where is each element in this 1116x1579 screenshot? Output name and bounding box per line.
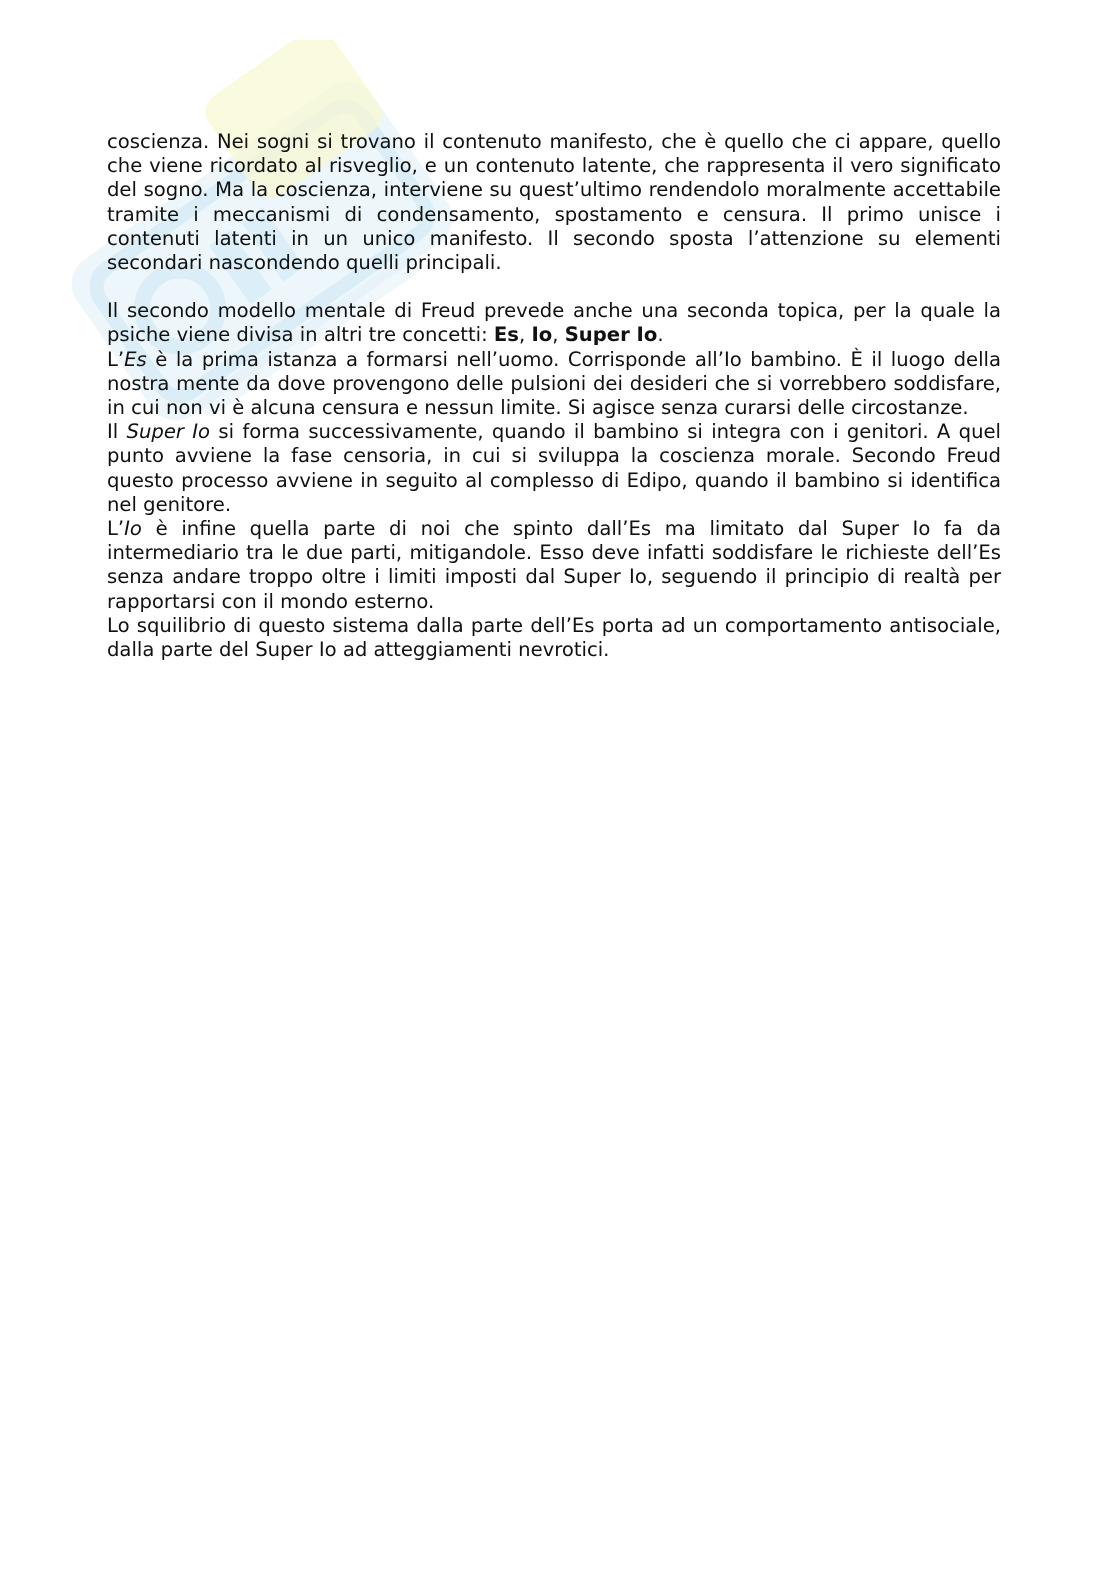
paragraph-text: L’ [107,347,125,371]
paragraph-text: . [657,323,664,347]
term-super-io: Super Io [564,323,658,347]
paragraph-es [107,348,1001,421]
paragraph-text: è la prima istanza a formarsi nell’uomo. Corrisponde all’Io bambino. È il luogo della nostra mente da dove provengono delle pulsioni dei desideri che si vorrebbero soddisfare, in cui non vi è alcuna censura e nessun limite. Si agisce senza curarsi delle circostanze. [107,347,1001,420]
paragraph-text: Il [107,420,127,444]
term-io-italic: Io [124,517,142,541]
term-super-io-italic: Super Io [126,420,211,444]
separator: , [518,323,532,347]
paragraph-super-io [107,420,1001,517]
paragraph-dreams: coscienza. Nei sogni si trovano il contenuto manifesto, che è quello che ci appare, quello che viene ricordato al risveglio, e un contenuto latente, che rappresenta il vero significato del sogno. Ma la coscienza, interviene su quest’ultimo rendendolo moralmente accettabile tramite i meccanismi di condensamento, spostamento e censura. Il primo unisce i contenuti latenti in un unico manifesto. Il secondo sposta l’attenzione su elementi secondari nascondendo quelli principali. [107,130,1001,275]
paragraph-text: L’ [107,517,125,541]
paragraph-text: si forma successivamente, quando il bambino si integra con i genitori. A quel punto avviene la fase censoria, in cui si sviluppa la coscienza morale. Secondo Freud questo processo avviene in seguito al complesso di Edipo, quando il bambino si identifica nel genitore. [107,420,1002,516]
term-io: Io [531,323,553,347]
separator: , [552,323,565,347]
paragraph-text: Il secondo modello mentale di Freud prevede anche una seconda topica, per la quale la psiche viene divisa in altri tre concetti: [107,299,1001,347]
paragraph-text: è infine quella parte di noi che spinto dall’Es ma limitato dal Super Io fa da intermediario tra le due parti, mitigandole. Esso deve infatti soddisfare le richieste dell’Es senza andare troppo oltre i limiti imposti dal Super Io, seguendo il principio di realtà per rapportarsi con il mondo esterno. [107,517,1001,613]
paragraph-imbalance: Lo squilibrio di questo sistema dalla parte dell’Es porta ad un comportamento antisociale, dalla parte del Super Io ad atteggiamenti nevrotici. [107,613,1001,662]
paragraph-io [107,517,1001,614]
term-es-italic: Es [124,347,147,371]
paragraph-second-topic [107,299,1001,347]
term-es: Es [493,323,519,347]
document-body [107,130,1001,662]
